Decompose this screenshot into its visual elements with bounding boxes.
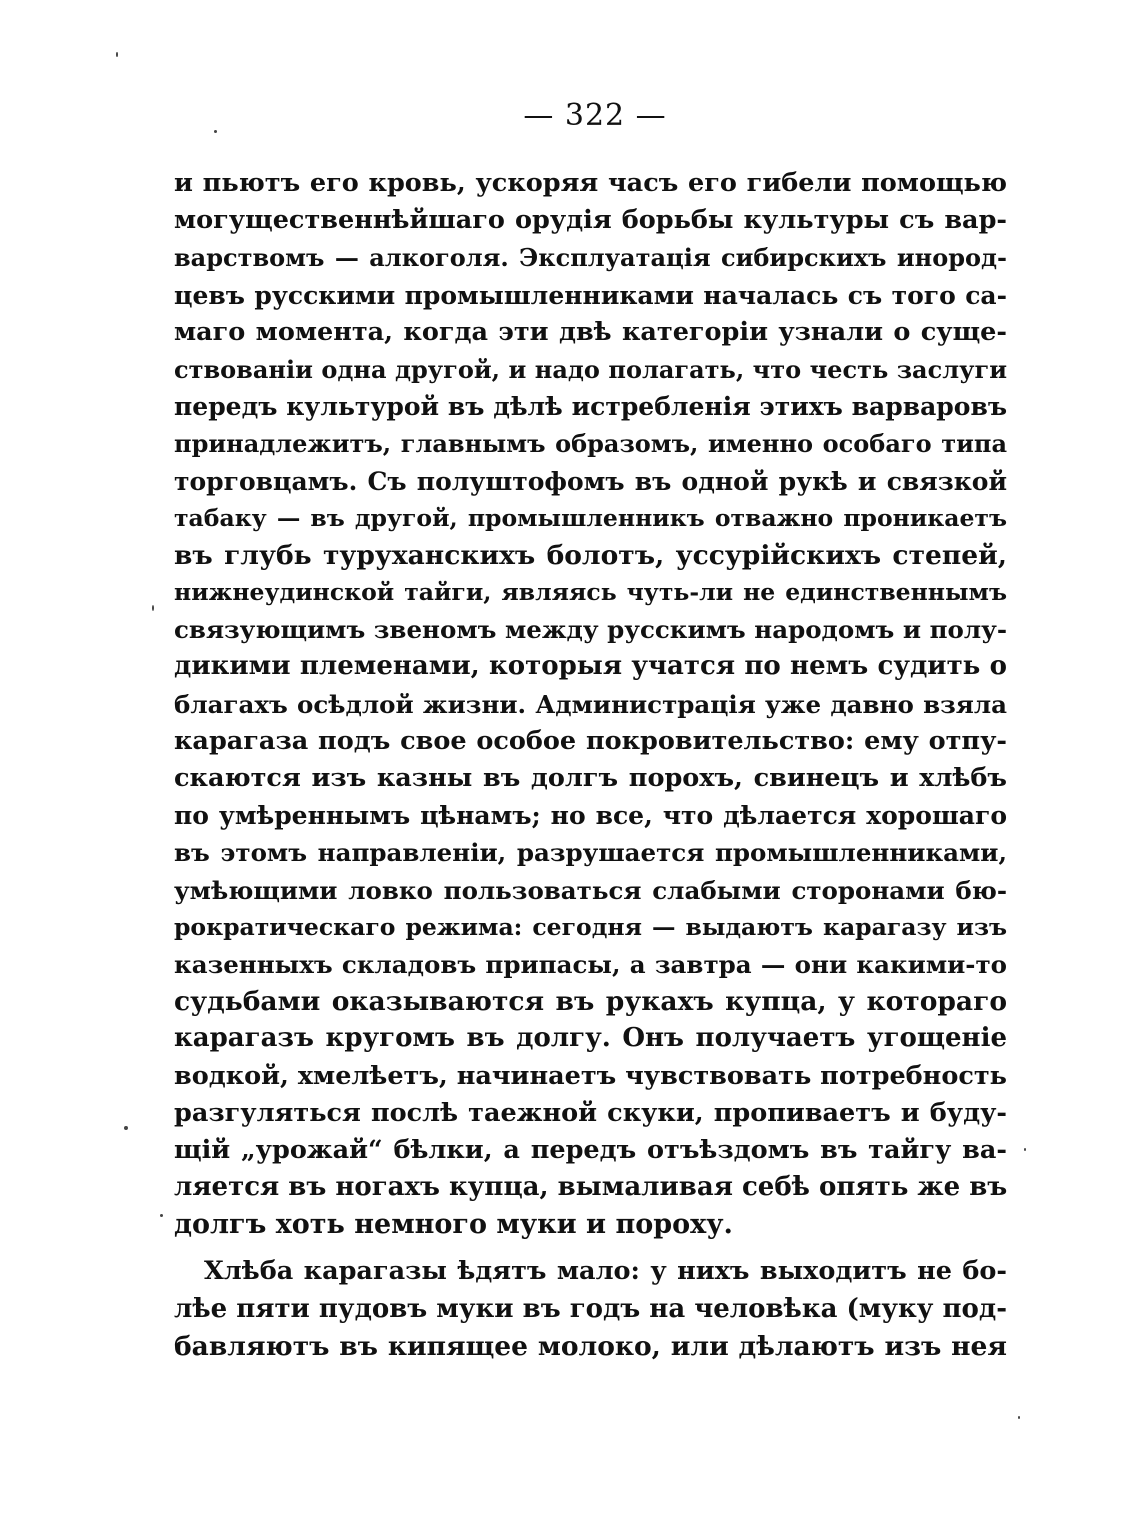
page-number: — 322 — [523, 98, 667, 133]
text-line: бавляютъ въ кипящее молоко, или дѣлаютъ изъ нея [174, 1330, 1007, 1362]
text-line: маго момента, когда эти двѣ категоріи узнали о суще- [174, 316, 1007, 347]
text-line: лѣе пяти пудовъ муки въ годъ на человѣка (муку под- [174, 1293, 1007, 1324]
paragraph [174, 165, 1007, 1243]
text-line: варствомъ — алкоголя. Эксплуатація сибирскихъ инород- [174, 243, 1007, 273]
paragraph-gap [174, 1243, 1007, 1253]
scan-speck [152, 605, 154, 611]
scan-speck [1018, 1416, 1020, 1419]
text-line: скаются изъ казны въ долгъ порохъ, свинецъ и хлѣбъ [174, 763, 1007, 793]
text-line: въ глубь туруханскихъ болотъ, уссурійскихъ степей, [174, 539, 1007, 571]
text-line: долгъ хоть немного муки и пороху. [174, 1209, 733, 1241]
text-line: связующимъ звеномъ между русскимъ народомъ и полу- [174, 615, 1007, 645]
text-line: благахъ осѣдлой жизни. Администрація уже давно взяла [174, 689, 1007, 719]
text-line: цевъ русскими промышленниками началась съ того са- [174, 280, 1007, 310]
text-line: казенныхъ складовъ припасы, а завтра — они какими-то [174, 949, 1007, 979]
scan-speck [116, 52, 118, 57]
text-line: торговцамъ. Съ полуштофомъ въ одной рукѣ и связкой [174, 466, 1007, 496]
text-line: судьбами оказываются въ рукахъ купца, у котораго [174, 986, 1007, 1018]
text-line: и пьютъ его кровь, ускоряя часъ его гибели помощью [174, 168, 1007, 198]
text-line: въ этомъ направленіи, разрушается промышленниками, [174, 838, 1007, 868]
scan-speck [214, 130, 217, 133]
paragraph [174, 1253, 1007, 1365]
text-line: водкой, хмелѣетъ, начинаетъ чувствовать потребность [174, 1060, 1007, 1091]
text-line: могущественнѣйшаго орудія борьбы культуры съ вар- [174, 205, 1007, 236]
text-line: карагаза подъ свое особое покровительство: ему отпу- [174, 725, 1007, 756]
text-line: табаку — въ другой, промышленникъ отважно проникаетъ [174, 503, 1007, 532]
scan-speck [1024, 1148, 1026, 1151]
text-line: умѣющими ловко пользоваться слабыми сторонами бю- [174, 875, 1007, 905]
text-line: нижнеудинской тайги, являясь чуть-ли не единственнымъ [174, 578, 1007, 607]
text-line: разгуляться послѣ таежной скуки, пропиваетъ и буду- [174, 1097, 1007, 1128]
text-line: принадлежитъ, главнымъ образомъ, именно особаго типа [174, 429, 1007, 459]
text-line: рократическаго режима: сегодня — выдаютъ карагазу изъ [174, 912, 1007, 941]
text-line: щій „урожай“ бѣлки, а передъ отъѣздомъ въ тайгу ва- [174, 1134, 1007, 1165]
text-line: карагазъ кругомъ въ долгу. Онъ получаетъ угощеніе [174, 1023, 1007, 1054]
text-line: ляется въ ногахъ купца, вымаливая себѣ опять же въ [174, 1172, 1007, 1203]
text-line: дикими племенами, которыя учатся по немъ судить о [174, 651, 1007, 682]
text-line: Хлѣба карагазы ѣдятъ мало: у нихъ выходитъ не бо- [204, 1256, 1007, 1287]
text-line: передъ культурой въ дѣлѣ истребленія этихъ варваровъ [174, 392, 1007, 422]
body-text [174, 165, 1007, 1365]
text-line: по умѣреннымъ цѣнамъ; но все, что дѣлается хорошаго [174, 801, 1007, 831]
text-line: ствованіи одна другой, и надо полагать, что честь заслуги [174, 354, 1007, 384]
scan-speck [124, 1126, 128, 1130]
scan-speck [160, 1214, 163, 1217]
